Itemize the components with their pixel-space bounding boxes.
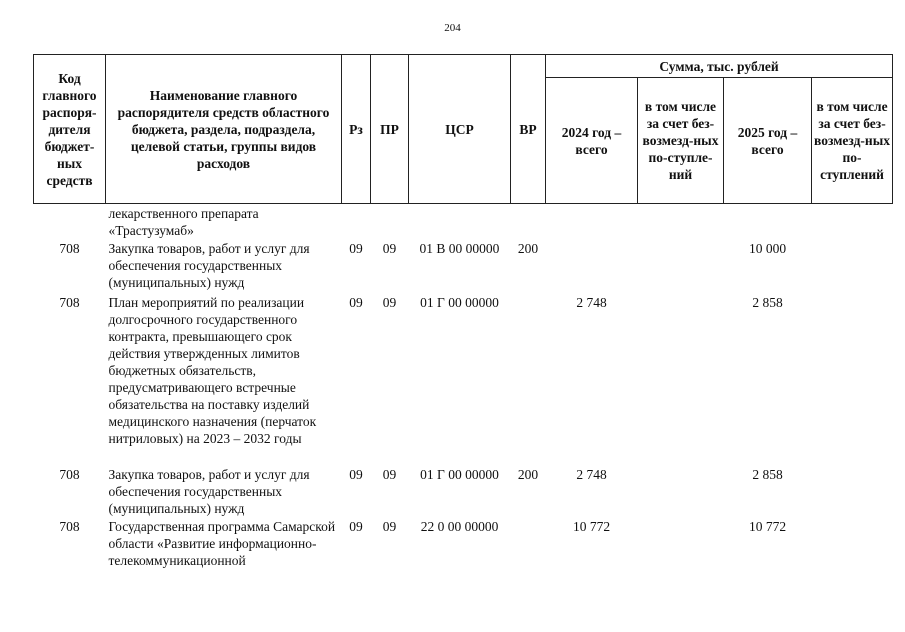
cell-2025-total: 10 000 [748,241,787,256]
budget-table [33,54,893,587]
cell-2025-free [812,293,893,465]
cell-2025-free [812,517,893,587]
table-row [34,204,893,240]
cell-vr [511,517,546,587]
cell-rz: 09 [349,467,363,482]
cell-2024-total: 2 748 [576,295,607,310]
cell-vr: 200 [517,467,539,482]
cell-2024-total [546,204,638,240]
header-2025-free: в том числе за счет без-возмезд-ных по-ступлений [812,78,893,204]
cell-2025-free [812,204,893,240]
cell-rz [342,204,371,240]
table-row [34,465,893,517]
cell-rz: 09 [349,295,363,310]
cell-2024-free [638,204,724,240]
cell-code: 708 [59,295,80,310]
cell-2024-total: 10 772 [572,519,611,534]
header-2024-total: 2024 год – всего [546,78,638,204]
cell-2024-free [638,465,724,517]
cell-2024-total [546,239,638,293]
cell-name: Закупка товаров, работ и услуг для обеспечения государственных (муниципальных) нужд [108,467,310,516]
cell-2024-free [638,239,724,293]
cell-2025-total: 2 858 [752,467,783,482]
header-2024-free: в том числе за счет без-возмезд-ных по-ступле-ний [638,78,724,204]
header-code: Код главного распоря-дителя бюджет-ных средств [34,55,106,204]
cell-rz: 09 [349,241,363,256]
cell-code: 708 [59,519,80,534]
cell-2025-total: 2 858 [752,295,783,310]
cell-name: лекарственного препарата «Трастузумаб» [108,206,259,238]
table-header [34,55,893,204]
cell-2025-total [724,204,812,240]
cell-2025-free [812,465,893,517]
header-csr: ЦСР [409,55,511,204]
page-number: 204 [444,22,461,34]
cell-2025-free [812,239,893,293]
cell-code [34,204,106,240]
cell-pr: 09 [382,467,397,482]
header-name: Наименование главного распорядителя средств областного бюджета, раздела, подраздела, целевой статьи, группы видов расходов [106,55,342,204]
cell-code: 708 [59,467,80,482]
cell-csr: 01 В 00 00000 [419,241,500,256]
cell-2024-total: 2 748 [576,467,607,482]
header-sum: Сумма, тыс. рублей [546,55,893,78]
cell-pr: 09 [382,295,397,310]
cell-vr [511,204,546,240]
cell-name: План мероприятий по реализации долгосрочного государственного контракта, превышающего срок действия утвержденных лимитов бюджетных обязательств, предусматривающего встречные обязательства на поставку изделий медицинского назначения (перчаток нитриловых) на 2023 – 2032 годы [108,295,317,446]
cell-code: 708 [59,241,80,256]
header-2025-total: 2025 год – всего [724,78,812,204]
cell-csr: 01 Г 00 00000 [420,467,499,482]
cell-csr: 22 0 00 00000 [420,519,499,534]
cell-2025-total: 10 772 [748,519,787,534]
cell-vr: 200 [517,241,539,256]
cell-rz: 09 [349,519,363,534]
header-pr: ПР [371,55,409,204]
cell-vr [511,293,546,465]
cell-name: Государственная программа Самарской области «Развитие информационно-телекоммуникационной [108,519,336,568]
table-body [34,204,893,588]
header-vr: ВР [511,55,546,204]
header-rz: Рз [342,55,371,204]
table-row [34,239,893,293]
table-row [34,517,893,587]
cell-2024-free [638,293,724,465]
cell-csr [409,204,511,240]
cell-2024-free [638,517,724,587]
table-row [34,293,893,465]
cell-pr: 09 [382,241,397,256]
cell-name: Закупка товаров, работ и услуг для обеспечения государственных (муниципальных) нужд [108,241,310,290]
cell-pr [371,204,409,240]
cell-csr: 01 Г 00 00000 [420,295,499,310]
cell-pr: 09 [382,519,397,534]
